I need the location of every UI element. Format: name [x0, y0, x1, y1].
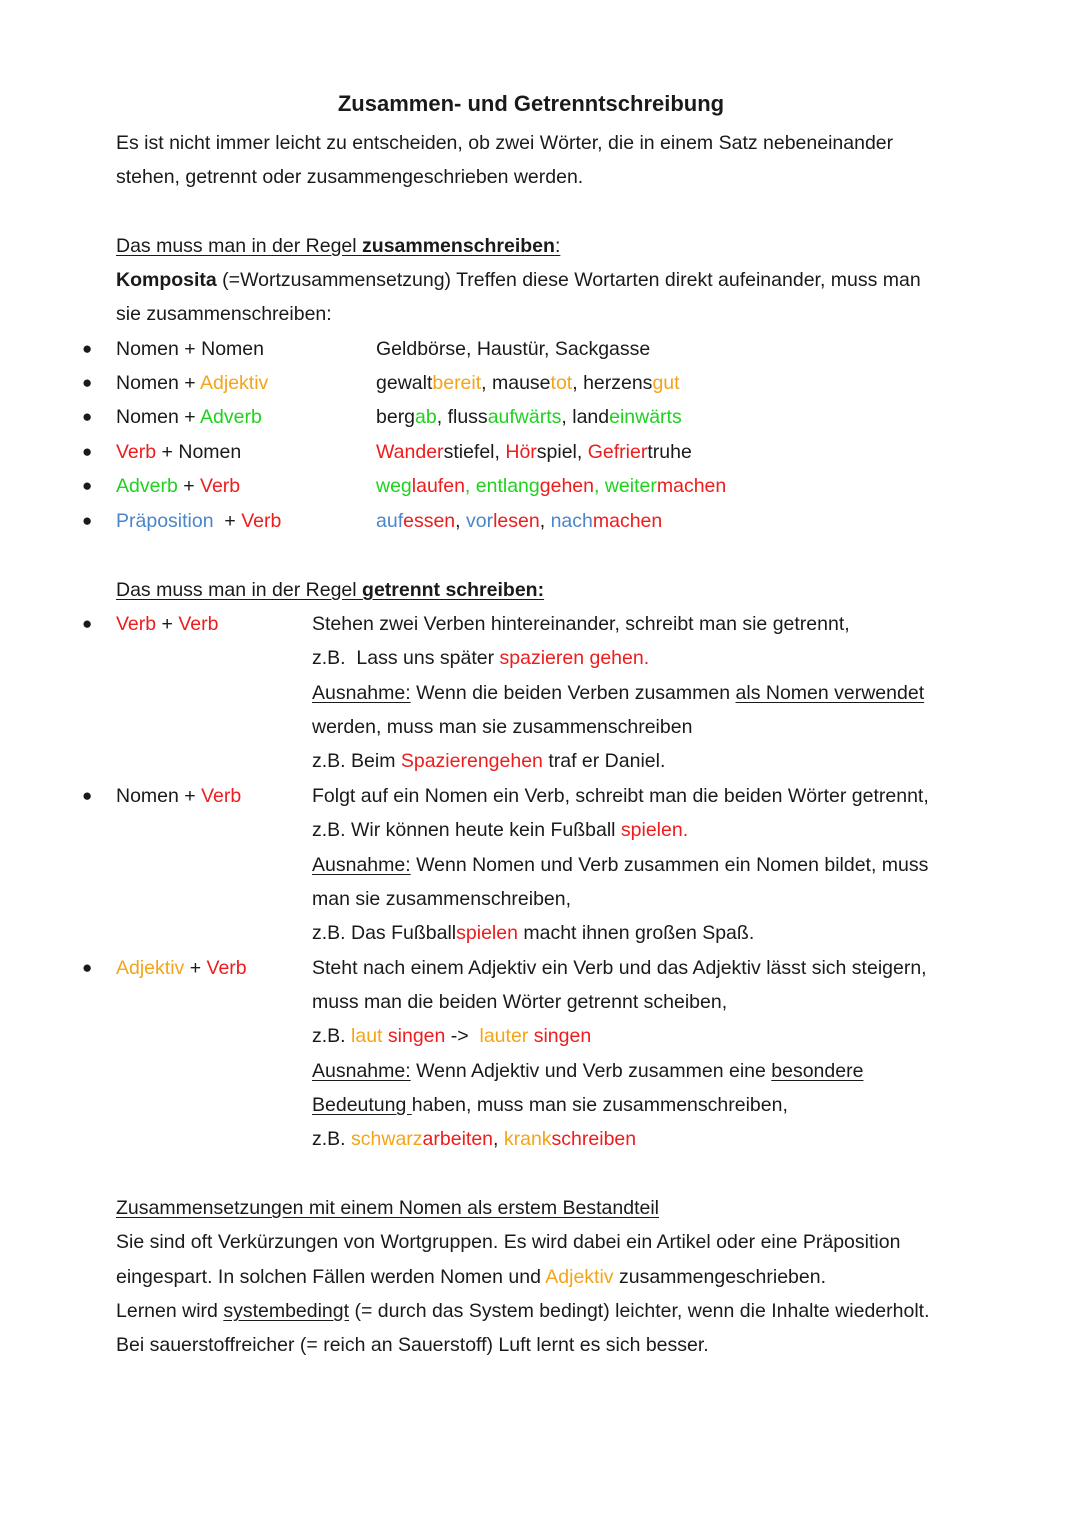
separator: , [593, 475, 605, 497]
body-text: Lernen wird [116, 1300, 224, 1322]
rule-adjektiv-verb [116, 956, 247, 980]
separator: , [561, 406, 573, 428]
s3-line-1: Sie sind oft Verkürzungen von Wortgruppen. Es wird dabei ein Artikel oder eine Präposition [116, 1231, 901, 1253]
example-part: mause [492, 372, 551, 394]
example-part-verb: Gefrier [587, 441, 648, 463]
example-adjektiv: schwarz [351, 1128, 423, 1150]
separator: , [572, 372, 584, 394]
plus-sign: + [156, 613, 179, 635]
rule-row-nomen-adjektiv [116, 371, 268, 395]
nv-example [312, 818, 688, 842]
example-verb: spazieren gehen [499, 647, 644, 669]
example-text: z.B. Das Fußball [312, 922, 457, 944]
bullet-icon: ● [82, 511, 93, 530]
example-part: herzens [583, 372, 653, 394]
example-text: z.B. [312, 1025, 352, 1047]
heading-prefix: Das muss man in der Regel [116, 235, 363, 257]
example-part: gewalt [376, 372, 433, 394]
word-class: Nomen [178, 441, 242, 463]
section-heading-getrennt [116, 578, 544, 602]
example-text: traf er Daniel. [542, 750, 666, 772]
exception-text: Wenn Adjektiv und Verb zusammen eine [410, 1060, 772, 1082]
example-text: z.B. Lass uns später [312, 647, 500, 669]
example-part-adverb: entlang [475, 475, 540, 497]
example-part: berg [376, 406, 416, 428]
word-class-verb: Verb [241, 510, 282, 532]
example-word: Sackgasse [554, 338, 651, 360]
example-verb: Spazierengehen [400, 750, 543, 772]
separator: , [576, 441, 588, 463]
heading-bold: getrennt schreiben: [362, 579, 545, 601]
section-heading-nomen-bestandteil: Zusammensetzungen mit einem Nomen als erstem Bestandteil [116, 1197, 659, 1219]
rule-row-nomen-adverb [116, 405, 262, 429]
s3-line-3 [116, 1299, 930, 1323]
example-adjektiv: laut [351, 1025, 383, 1047]
example-adjektiv: krank [503, 1128, 552, 1150]
example-part-adverb: aufwärts [487, 406, 562, 428]
example-part-praeposition: nach [550, 510, 593, 532]
separator: , [494, 441, 506, 463]
bullet-icon: ● [82, 407, 93, 426]
word-class: Nomen [116, 785, 179, 807]
vv-example [312, 646, 649, 670]
example-part-adjektiv: gut [652, 372, 680, 394]
exception-text: Wenn Nomen und Verb zusammen ein Nomen bildet, muss [410, 854, 929, 876]
body-text: zusammengeschrieben. [613, 1266, 827, 1288]
example-part-verb: lesen [493, 510, 540, 532]
plus-sign: + [178, 372, 201, 394]
word-class-verb: Verb [206, 957, 247, 979]
example-part-verb: machen [592, 510, 663, 532]
bullet-icon: ● [82, 476, 93, 495]
nv-line-1: Folgt auf ein Nomen ein Verb, schreibt man die beiden Wörter getrennt, [312, 785, 929, 807]
ausnahme-label: Ausnahme: [312, 682, 411, 704]
bullet-icon: ● [82, 958, 93, 977]
example-part-praeposition: vor [466, 510, 494, 532]
bullet-icon: ● [82, 786, 93, 805]
body-text: (= durch das System bedingt) leichter, wenn die Inhalte wiederholt. [349, 1300, 930, 1322]
example-text: . [643, 647, 650, 669]
example-part-adjektiv: tot [550, 372, 573, 394]
examples-nomen-nomen [376, 337, 650, 361]
separator: , [481, 372, 492, 394]
vv-exception-example [312, 749, 665, 773]
s3-line-2 [116, 1265, 826, 1289]
example-verb: spielen [620, 819, 683, 841]
word-class-praeposition: Präposition [116, 510, 214, 532]
exception-underlined: als Nomen verwendet [735, 682, 925, 704]
section-heading-zusammenschreiben [116, 234, 560, 258]
example-text: z.B. [312, 1128, 352, 1150]
examples-verb-nomen [376, 440, 692, 464]
separator: , [493, 1128, 504, 1150]
example-part-praeposition: auf [376, 510, 404, 532]
example-part: truhe [647, 441, 692, 463]
komposita-term: Komposita [116, 269, 217, 291]
av-exception-example [312, 1127, 636, 1151]
arrow: -> [445, 1025, 480, 1047]
word-class-adverb: Adverb [116, 475, 178, 497]
example-text: macht ihnen großen Spaß. [517, 922, 755, 944]
plus-sign: + [178, 785, 202, 807]
exception-text: Wenn die beiden Verben zusammen [410, 682, 736, 704]
example-verb: arbeiten [422, 1128, 494, 1150]
example-text: . [682, 819, 689, 841]
plus-sign: + [177, 475, 201, 497]
rule-row-nomen-nomen [116, 337, 264, 361]
word-class-verb: Verb [178, 613, 219, 635]
example-verb: schreiben [551, 1128, 637, 1150]
separator: , [539, 510, 551, 532]
separator: , [455, 510, 466, 532]
ausnahme-label: Ausnahme: [312, 1060, 411, 1082]
word-class: Nomen [201, 338, 264, 360]
word-class: Nomen [116, 338, 179, 360]
word-class-verb: Verb [116, 613, 157, 635]
body-text: eingespart. In solchen Fällen werden Nomen und [116, 1266, 546, 1288]
example-text: z.B. Beim [312, 750, 401, 772]
separator: , [464, 475, 476, 497]
word-class-verb: Verb [200, 475, 241, 497]
word-class-adjektiv: Adjektiv [545, 1266, 614, 1288]
nv-exception-line-1 [312, 853, 928, 877]
example-part-adverb: einwärts [609, 406, 682, 428]
example-part-verb: essen [403, 510, 456, 532]
separator: , [465, 338, 477, 360]
example-verb: singen [382, 1025, 446, 1047]
plus-sign: + [184, 957, 207, 979]
av-exception-line-1 [312, 1059, 863, 1083]
examples-nomen-adverb [376, 405, 682, 429]
page-title: Zusammen- und Getrenntschreibung [337, 91, 725, 116]
vv-exception-line-2: werden, muss man sie zusammenschreiben [312, 716, 693, 738]
example-word: Geldbörse [376, 338, 466, 360]
example-part-verb: Wander [376, 441, 444, 463]
word-class-adjektiv: Adjektiv [116, 957, 185, 979]
word-class: Nomen [116, 372, 179, 394]
example-part: fluss [447, 406, 488, 428]
rule-row-praeposition-verb [116, 509, 281, 533]
example-part-verb: machen [656, 475, 727, 497]
komposita-line-1 [116, 268, 921, 292]
intro-line-1: Es ist nicht immer leicht zu entscheiden, ob zwei Wörter, die in einem Satz nebeneinander [116, 132, 894, 154]
example-part-verb: gehen [539, 475, 594, 497]
av-line-1: Steht nach einem Adjektiv ein Verb und das Adjektiv lässt sich steigern, [312, 957, 927, 979]
bullet-icon: ● [82, 373, 93, 392]
example-part: spiel [536, 441, 577, 463]
exception-underlined: besondere [771, 1060, 864, 1082]
plus-sign: + [156, 441, 179, 463]
nv-exception-line-2: man sie zusammenschreiben, [312, 888, 572, 910]
example-adjektiv: lauter [479, 1025, 529, 1047]
example-part: land [572, 406, 610, 428]
example-part-adverb: weg [376, 475, 412, 497]
word-class-adjektiv: Adjektiv [200, 372, 269, 394]
nv-exception-example [312, 921, 754, 945]
exception-text: haben, muss man sie zusammenschreiben, [411, 1094, 788, 1116]
s3-line-4: Bei sauerstoffreicher (= reich an Sauerstoff) Luft lernt es sich besser. [116, 1334, 709, 1356]
example-part-verb: Hör [505, 441, 537, 463]
separator: , [544, 338, 555, 360]
heading-bold: zusammenschreiben [362, 235, 555, 257]
example-part-adverb: weiter [604, 475, 657, 497]
av-exception-line-2 [312, 1093, 788, 1117]
plus-sign: + [178, 338, 202, 360]
rule-row-adverb-verb [116, 474, 240, 498]
example-part-adjektiv: bereit [432, 372, 482, 394]
rule-nomen-verb [116, 784, 241, 808]
word-class-adverb: Adverb [200, 406, 262, 428]
examples-praeposition-verb [376, 509, 662, 533]
underlined-term: systembedingt [223, 1300, 350, 1322]
plus-sign: + [213, 510, 242, 532]
ausnahme-label: Ausnahme: [312, 854, 411, 876]
example-part: stiefel [443, 441, 495, 463]
bullet-icon: ● [82, 442, 93, 461]
rule-verb-verb [116, 612, 218, 636]
intro-line-2: stehen, getrennt oder zusammengeschrieben werden. [116, 166, 584, 188]
rule-row-verb-nomen [116, 440, 241, 464]
vv-line-1: Stehen zwei Verben hintereinander, schreibt man sie getrennt, [312, 613, 850, 635]
plus-sign: + [178, 406, 201, 428]
examples-nomen-adjektiv [376, 371, 680, 395]
example-verb: singen [528, 1025, 592, 1047]
komposita-definition: (=Wortzusammensetzung) Treffen diese Wortarten direkt aufeinander, muss man [216, 269, 921, 291]
example-word: Haustür [476, 338, 545, 360]
exception-underlined: Bedeutung [312, 1094, 412, 1116]
example-verb: spielen [456, 922, 518, 944]
av-example [312, 1024, 591, 1048]
word-class: Nomen [116, 406, 179, 428]
bullet-icon: ● [82, 614, 93, 633]
vv-exception-line-1 [312, 681, 924, 705]
komposita-line-2: sie zusammenschreiben: [116, 303, 332, 325]
av-line-2: muss man die beiden Wörter getrennt scheiben, [312, 991, 728, 1013]
examples-adverb-verb [376, 474, 726, 498]
example-text: z.B. Wir können heute kein Fußball [312, 819, 621, 841]
separator: , [436, 406, 448, 428]
example-part-verb: laufen [411, 475, 465, 497]
bullet-icon: ● [82, 339, 93, 358]
word-class-verb: Verb [201, 785, 242, 807]
heading-prefix: Das muss man in der Regel [116, 579, 363, 601]
word-class-verb: Verb [116, 441, 157, 463]
heading-suffix: : [554, 235, 561, 257]
example-part-adverb: ab [415, 406, 437, 428]
